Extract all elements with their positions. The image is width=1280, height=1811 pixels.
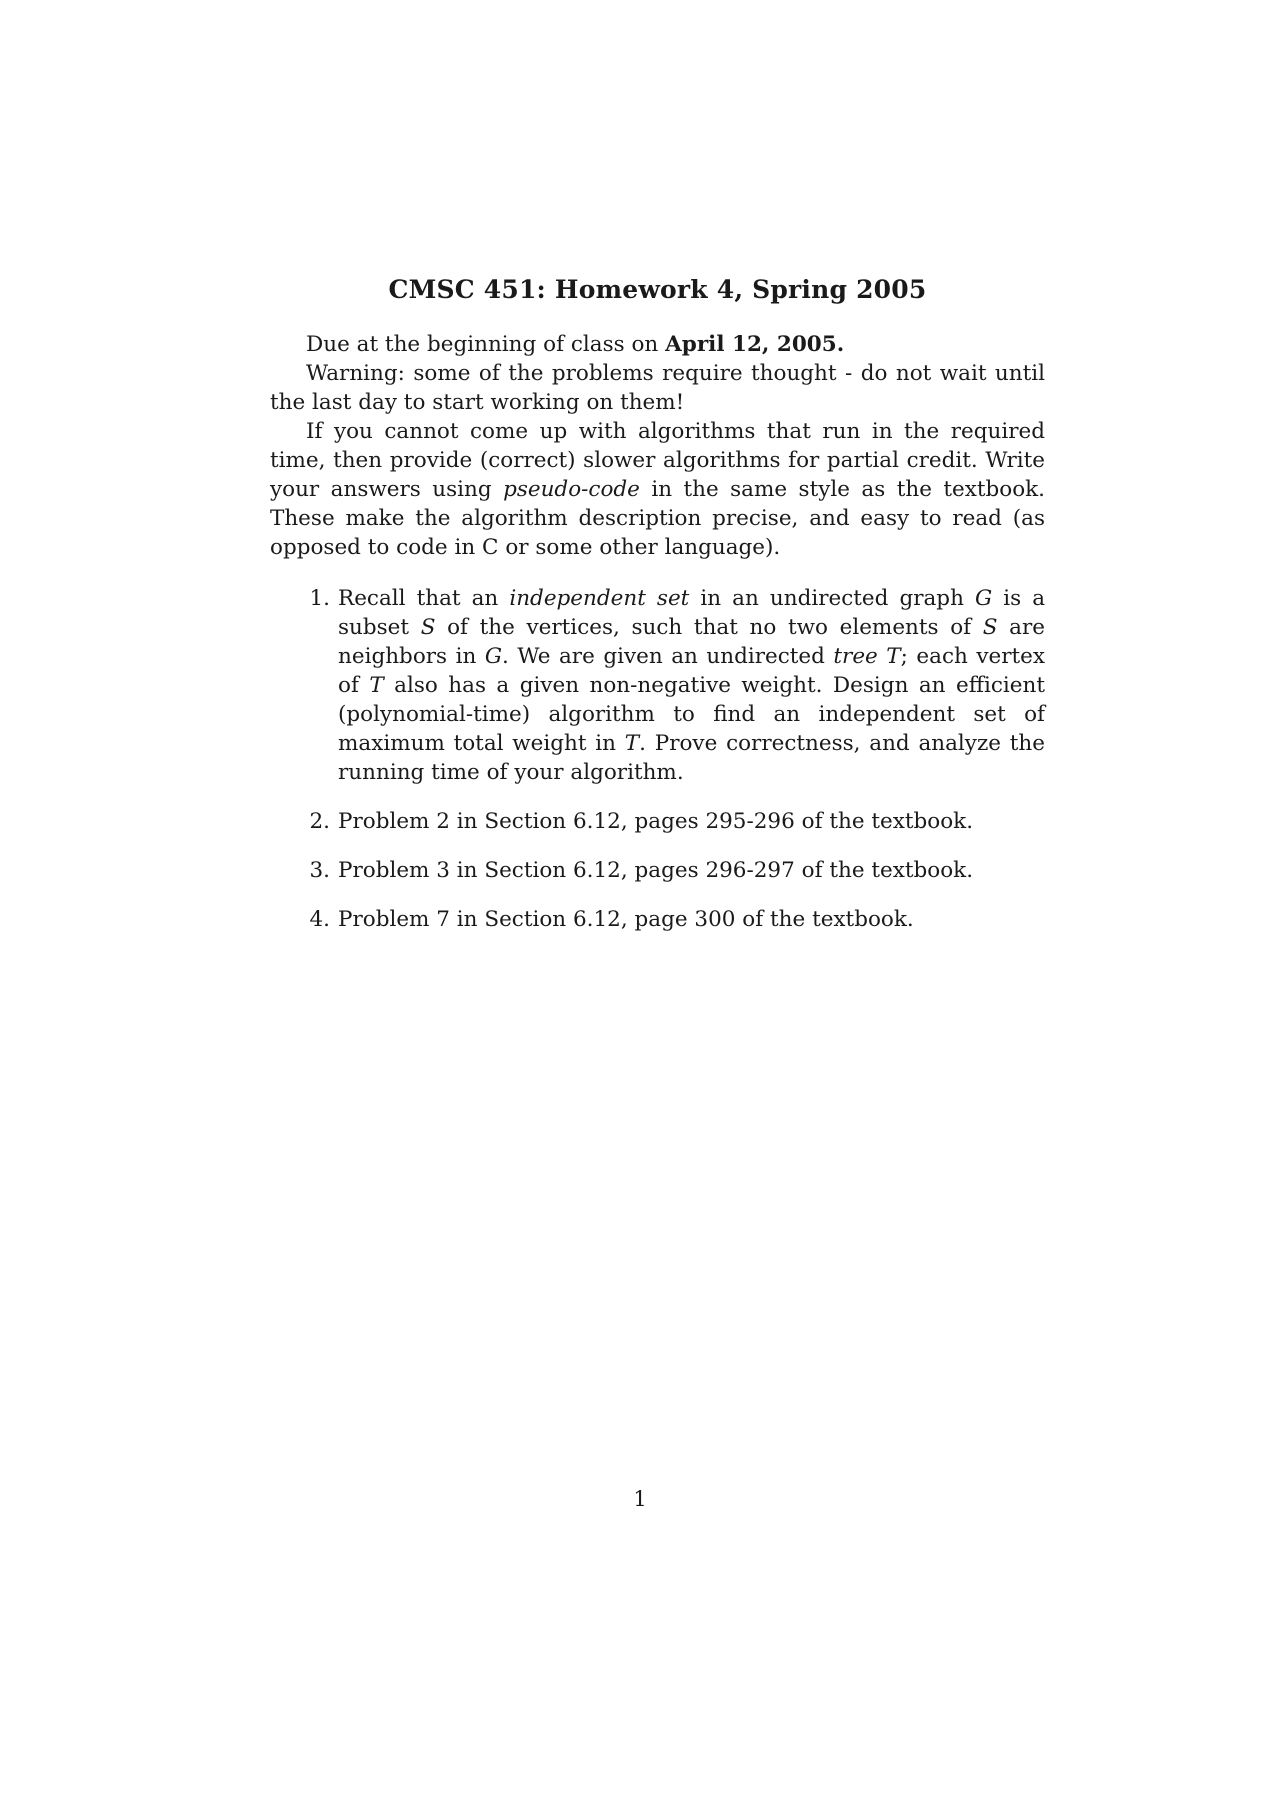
- problem-text: Problem 7 in Section 6.12, page 300 of the textbook.: [338, 907, 914, 932]
- page-title: CMSC 451: Homework 4, Spring 2005: [388, 275, 927, 304]
- problem-emphasis: independent set: [509, 586, 690, 611]
- instructions-text-2: in the same style as the textbook. These make the algorithm description precise, and easy to read (as opposed to code in C or some other language).: [270, 477, 1045, 560]
- problem-emphasis: tree T: [833, 644, 901, 669]
- problem-text: [330, 584, 1045, 787]
- problem-text-segment: . We are given an undirected: [502, 644, 834, 669]
- math-symbol: T: [624, 731, 640, 756]
- problem-text-segment: also has a given non-negative weight. Design an efficient (polynomial-time) algorithm to find an independent set of maximum total weight in: [338, 673, 1045, 756]
- due-prefix: Due at the beginning of class on: [306, 332, 666, 357]
- problem-number: 1.: [309, 586, 330, 611]
- problem-text: Problem 3 in Section 6.12, pages 296-297 of the textbook.: [338, 858, 974, 883]
- problem-number: 2.: [309, 809, 330, 834]
- page-number: 1: [633, 1487, 647, 1511]
- problem-list: [270, 584, 1045, 934]
- math-symbol: S: [982, 615, 998, 640]
- problem-text-segment: are neighbors in: [338, 615, 1045, 669]
- instructions-paragraph: [270, 417, 1045, 562]
- math-symbol: T: [369, 673, 384, 698]
- math-symbol: S: [420, 615, 436, 640]
- instructions-text-1: If you cannot come up with algorithms that run in the required time, then provide (correct) slower algorithms for partial credit. Write your answers using: [270, 419, 1045, 502]
- problem-number: 3.: [309, 858, 330, 883]
- problem-text-segment: Recall that an: [338, 586, 510, 611]
- problem-text-segment: is a subset: [338, 586, 1046, 640]
- due-date-paragraph: [270, 330, 1045, 359]
- document-page: [270, 274, 1045, 954]
- problem-item: [270, 905, 1045, 934]
- problem-text-segment: . Prove correctness, and analyze the running time of your algorithm.: [338, 731, 1045, 785]
- warning-paragraph: Warning: some of the problems require thought - do not wait until the last day to start working on them!: [270, 361, 1045, 415]
- problem-item: [270, 856, 1045, 885]
- problem-item: [270, 807, 1045, 836]
- math-symbol: G: [484, 644, 503, 669]
- problem-text-segment: in an undirected graph: [689, 586, 975, 611]
- due-date: April 12, 2005.: [665, 332, 845, 357]
- problem-item: [270, 584, 1045, 787]
- math-symbol: G: [974, 586, 993, 611]
- problem-text: Problem 2 in Section 6.12, pages 295-296 of the textbook.: [338, 809, 974, 834]
- problem-text-segment: of the vertices, such that no two elements of: [435, 615, 983, 640]
- instructions-emphasis: pseudo-code: [503, 477, 640, 502]
- problem-number: 4.: [309, 907, 330, 932]
- problem-text-segment: ; each vertex of: [338, 644, 1045, 698]
